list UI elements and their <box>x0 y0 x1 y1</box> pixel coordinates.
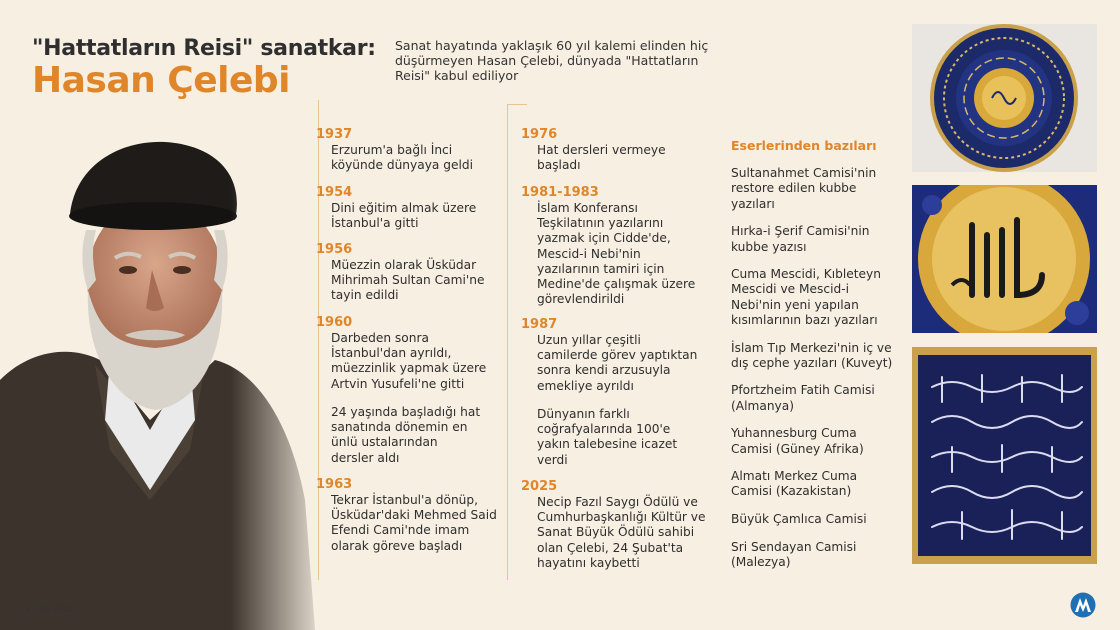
portrait-photo <box>0 120 330 630</box>
event-students: Dünyanın farklı coğrafyalarında 100'e yakın talebesine icazet verdi <box>537 407 678 467</box>
timeline-line-left <box>318 100 319 580</box>
year-1987: 1987 <box>521 317 558 332</box>
event-1976: Hat dersleri vermeye başladı <box>537 143 666 173</box>
event-1963: Tekrar İstanbul'a dönüp, Üsküdar'daki Mehmed Said Efendi Cami'nde imam olarak göreve başladı <box>331 493 497 553</box>
year-1963: 1963 <box>316 477 353 492</box>
calligraphy-allah-image <box>912 185 1097 333</box>
works-title: Eserlerinden bazıları <box>731 138 877 153</box>
timeline-tick-right <box>507 104 527 105</box>
event-1987: Uzun yıllar çeşitli camilerde görev yaptıktan sonra kendi arzusuyla emekliye ayrıldı <box>537 333 698 393</box>
work-item: Hırka-i Şerif Camisi'nin kubbe yazısı <box>731 224 870 254</box>
work-item: Cuma Mescidi, Kıbleteyn Mescidi ve Mescid-i Nebi'nin yeni yapılan kısımlarının bazı yazıları <box>731 267 881 327</box>
calligraphy-panel-image <box>912 347 1097 564</box>
date-stamp: 24.02.2025 <box>26 604 75 614</box>
work-item: Pfortzheim Fatih Camisi (Almanya) <box>731 383 875 413</box>
year-2025: 2025 <box>521 479 558 494</box>
timeline-line-right <box>507 104 508 580</box>
year-1981-1983: 1981-1983 <box>521 185 599 200</box>
work-item: Almatı Merkez Cuma Camisi (Kazakistan) <box>731 469 858 499</box>
event-hat-lessons: 24 yaşında başladığı hat sanatında dönemin en ünlü ustalarından dersler aldı <box>331 405 481 465</box>
event-1981-1983: İslam Konferansı Teşkilatının yazılarını yazmak için Cidde'de, Mescid-i Nebi'nin yazılarının tamiri için Medine'de çalışmak üzere görevlendirildi <box>537 201 696 307</box>
title-name: Hasan Çelebi <box>32 60 291 101</box>
work-item: Sultanahmet Camisi'nin restore edilen kubbe yazıları <box>731 166 877 211</box>
work-item: Büyük Çamlıca Camisi <box>731 512 867 527</box>
work-item: Yuhannesburg Cuma Camisi (Güney Afrika) <box>731 426 864 456</box>
event-1937: Erzurum'a bağlı İnci köyünde dünyaya geldi <box>331 143 474 173</box>
works-list <box>731 138 901 583</box>
event-1960: Darbeden sonra İstanbul'dan ayrıldı, müezzinlik yapmak üzere Artvin Yusufeli'ne gitti <box>331 331 487 391</box>
event-1954: Dini eğitim almak üzere İstanbul'a gitti <box>331 201 477 231</box>
subtitle: Sanat hayatında yaklaşık 60 yıl kalemi elinden hiç düşürmeyen Hasan Çelebi, dünyada "Hattatların Reisi" kabul ediliyor <box>395 38 709 83</box>
work-item: İslam Tıp Merkezi'nin iç ve dış cephe yazıları (Kuveyt) <box>731 340 893 370</box>
event-2025: Necip Fazıl Saygı Ödülü ve Cumhurbaşkanlığı Kültür ve Sanat Büyük Ödülü sahibi olan Çelebi, 24 Şubat'ta hayatını kaybetti <box>537 495 706 570</box>
year-1960: 1960 <box>316 315 353 330</box>
calligraphy-dome-image <box>912 24 1097 172</box>
year-1956: 1956 <box>316 242 353 257</box>
event-1956: Müezzin olarak Üsküdar Mihrimah Sultan Cami'ne tayin edildi <box>331 258 485 303</box>
year-1954: 1954 <box>316 185 353 200</box>
aa-logo-icon <box>1070 592 1096 618</box>
year-1976: 1976 <box>521 127 558 142</box>
year-1937: 1937 <box>316 127 353 142</box>
work-item: Sri Sendayan Camisi (Malezya) <box>731 539 857 570</box>
title-top: "Hattatların Reisi" sanatkar: <box>32 36 376 61</box>
